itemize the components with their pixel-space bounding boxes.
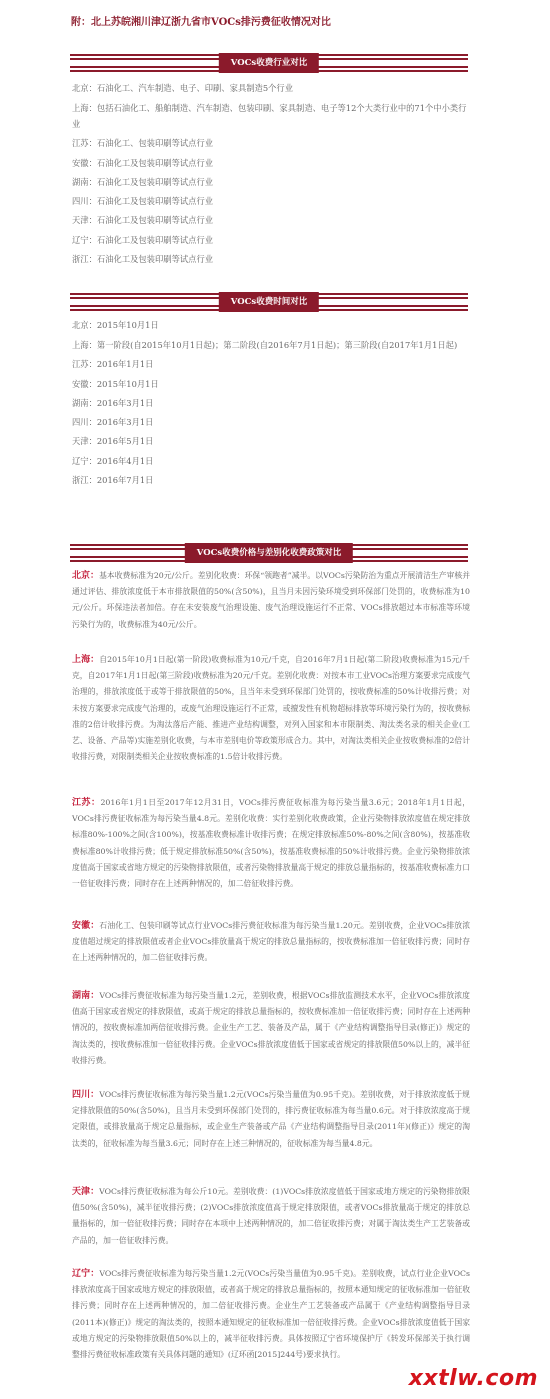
list-item: 浙江：2016年7月1日 <box>72 475 154 486</box>
list-item: 北京：2015年10月1日 <box>72 320 159 330</box>
policy-anhui <box>72 918 470 967</box>
policy-shanghai <box>72 652 470 765</box>
section-banner-policy <box>70 542 468 564</box>
policy-text: VOCs排污费征收标准为每公斤10元。差别收费：(1)VOCs排放浓度值低于国家或地方规定的污染物排放限值50%(含50%)，减半征收排污费；(2)VOCs排放浓度值高于规定排放限值，或者VOCs排放量高于规定的排放总量指标的，加一倍征收排污费；同时存在本项中上述两种情况的，加二倍征收排污费；对属于淘汰类生产工艺装备或产品的，加一倍征收排污费。 <box>72 1187 470 1245</box>
policy-text: 基本收费标准为20元/公斤。差别化收费：环保“领跑者”减半。以VOCs污染防治为重点开展清洁生产审核并通过评估、排放浓度低于本市排放限值的50%(含50%)，且当月未因污染环境受到环保部门处罚的，收费标准为10元/公斤。环保违法者加倍。存在未安装废气治理设施、废气治理设施运行不正常、VOCs排放超过本市标准等环境污染行为的，收费标准为40元/公斤。 <box>72 571 470 629</box>
policy-liaoning <box>72 1266 470 1363</box>
list-item: 辽宁：石油化工及包装印刷等试点行业 <box>72 234 214 245</box>
list-item: 江苏：石油化工、包装印刷等试点行业 <box>72 138 214 149</box>
list-item: 四川：石油化工及包装印刷等试点行业 <box>72 196 214 207</box>
region-label: 辽宁： <box>72 1269 100 1279</box>
section-heading-time: VOCs收费时间对比 <box>219 292 319 312</box>
region-label: 北京： <box>72 571 100 581</box>
time-list <box>72 316 472 490</box>
list-item: 辽宁：2016年4月1日 <box>72 455 154 466</box>
section-banner-industry <box>70 52 468 74</box>
policy-hunan <box>72 988 470 1069</box>
list-item: 湖南：石油化工及包装印刷等试点行业 <box>72 176 214 187</box>
region-label: 江苏： <box>72 798 101 808</box>
list-item: 四川：2016年3月1日 <box>72 417 154 428</box>
list-item: 天津：2016年5月1日 <box>72 436 154 447</box>
list-item: 浙江：石油化工及包装印刷等试点行业 <box>72 254 214 265</box>
section-heading-industry: VOCs收费行业对比 <box>219 53 319 73</box>
list-item: 北京：石油化工、汽车制造、电子、印刷、家具制造5个行业 <box>72 83 293 93</box>
policy-text: VOCs排污费征收标准为每污染当量1.2元，差别收费，根据VOCs排放监测技术水平，企业VOCs排放浓度值高于国家或省规定的排放限值，或高于规定的排放总量指标的，按收费标准加一倍征收排污费；同时存在上述两种情况的，按收费标准加两倍征收排污费。企业生产工艺、装备及产品，属于《产业结构调整指导目录(修正)》规定的淘汰类的，按收费标准加一倍征收排污费。企业VOCs排放浓度值低于国家或省规定的排放限值50%以上的，减半征收排污费。 <box>72 991 470 1065</box>
policy-jiangsu <box>72 795 470 892</box>
list-item: 湖南：2016年3月1日 <box>72 397 154 408</box>
list-item: 安徽：石油化工及包装印刷等试点行业 <box>72 157 214 168</box>
policy-text: 自2015年10月1日起(第一阶段)收费标准为10元/千克，自2016年7月1日起(第二阶段)收费标准为15元/千克，自2017年1月1日起(第三阶段)收费标准为20元/千克。差别化收费：对按本市工业VOCs治理方案要求完成废气治理的，排放浓度低于或等于排放限值的50%，且当年未受到环保部门处罚的，按收费标准的50%计收排污费；对未按方案要求完成废气治理的，或废气治理设施运行不正常，或擅发性有机物超标排放等环境污染行为的，按收费标准的2倍计收排污费。为淘汰落后产能、推进产业结构调整，对列入国家和本市限制类、淘汰类名录的相关企业(工艺、设备、产品等)实施差别化收费，与本市差别电价等政策形成合力。其中，对淘汰类相关企业按收费标准的2倍计收排污费，对限制类相关企业按收费标准的1.5倍计收排污费。 <box>72 655 470 762</box>
policy-text: 2016年1月1日至2017年12月31日，VOCs排污费征收标准为每污染当量3.6元；2018年1月1日起，VOCs排污费征收标准为每污染当量4.8元。差别化收费：实行差别化收费政策，企业污染物排放浓度值在规定排放标准80%-100%之间(含100%)，按基准收费标准计收排污费；在规定排放标准50%-80%之间(含80%)，按基准收费标准80%计收排污费；低于规定排放标准50%(含50%)，按基准收费标准的50%计收排污费。企业污染物排放浓度值高于国家或省地方规定的污染物排放限值，或者污染物排放量高于规定的排放总量指标的，按基准收费标准力口一倍征收排污费；同时存在上述两种情况的，加二倍征收排污费。 <box>72 798 470 889</box>
policy-sichuan <box>72 1087 470 1152</box>
policy-text: VOCs排污费征收标准为每污染当量1.2元(VOCs污染当量值为0.95千克)。差别收费，试点行业企业VOCs排放浓度高于国家或地方规定的排放限值，或者高于规定的排放总量指标的，按照本通知规定的征收标准加一倍征收排污费；同时存在上述两种情况的，加二倍征收排污费。企业生产工艺装备或产品属于《产业结构调整指导目录(2011本)(修正)》规定的淘汰类的，按照本通知规定的征收标准加一倍征收排污费。企业VOCs排放浓度值低于国家或地方规定的污染物排放限值50%以上的，减半征收排污费。具体按照辽宁省环境保护厅《转发环保部关于执行调整排污费征收标准政策有关具体问题的通知》(辽环函[2015]244号)要求执行。 <box>72 1269 470 1360</box>
region-label: 安徽： <box>72 921 100 931</box>
list-item: 上海：第一阶段(自2015年10月1日起)；第二阶段(自2016年7月1日起)；第三阶段(自2017年1月1日起) <box>72 340 458 351</box>
page-title: 附：北上苏皖湘川津辽浙九省市VOCs排污费征收情况对比 <box>71 17 331 28</box>
policy-text: VOCs排污费征收标准为每污染当量1.2元(VOCs污染当量值为0.95千克)。差别收费，对于排放浓度低于规定排放限值的50%(含50%)，且当月未受到环保部门处罚的，排污费征收标准为每当量0.6元。对于排放浓度高于规定限值，或排放量高于规定总量指标，或企业生产装备或产品《产业结构调整指导目录(2011年)(修正)》规定的淘汰类的，征收标准为每当量3.6元；同时存在上述三种情况的，征收标准为每当量4.8元。 <box>72 1090 470 1148</box>
policy-text: 石油化工、包装印刷等试点行业VOCs排污费征收标准为每污染当量1.20元。差别收费，企业VOCs排放浓度值超过规定的排放限值或者企业VOCs排放量高于规定的排放总量指标的，按收费标准加一倍征收排污费；同时存在上述两种情况的，加二倍征收排污费。 <box>72 921 470 963</box>
section-banner-time <box>70 291 468 313</box>
section-heading-policy: VOCs收费价格与差别化收费政策对比 <box>185 543 353 563</box>
region-label: 四川： <box>72 1090 100 1100</box>
policy-tianjin <box>72 1184 470 1249</box>
region-label: 湖南： <box>72 991 100 1001</box>
list-item: 天津：石油化工及包装印刷等试点行业 <box>72 215 214 226</box>
list-item: 安徽：2015年10月1日 <box>72 378 159 389</box>
watermark: xxtlw.com <box>408 1366 538 1391</box>
region-label: 天津： <box>72 1187 100 1197</box>
list-item: 上海：包括石油化工、船舶制造、汽车制造、包装印刷、家具制造、电子等12个大类行业中的71个中小类行业 <box>72 103 467 130</box>
list-item: 江苏：2016年1月1日 <box>72 359 154 370</box>
policy-beijing <box>72 568 470 633</box>
region-label: 上海： <box>72 655 100 665</box>
industry-list <box>72 79 472 269</box>
